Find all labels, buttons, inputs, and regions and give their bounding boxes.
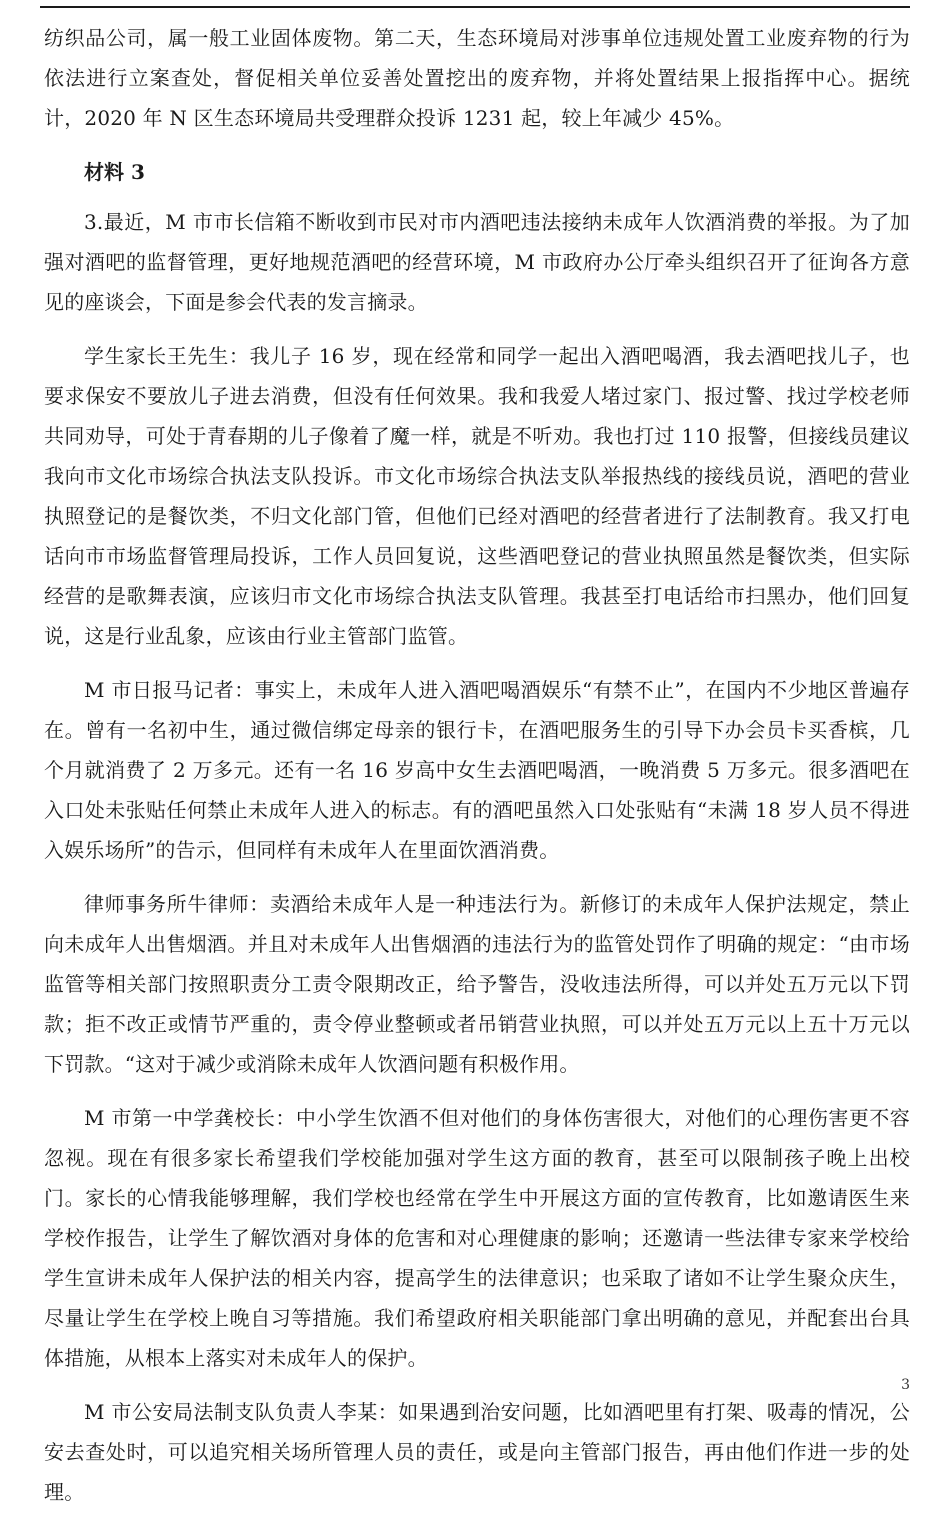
paragraph-intro: 3.最近，M 市市长信箱不断收到市民对市内酒吧违法接纳未成年人饮酒消费的举报。为了加强对酒吧的监督管理，更好地规范酒吧的经营环境，M 市政府办公厅牵头组织召开了征询各方意见的座谈会，下面是参会代表的发言摘录。 [44, 210, 910, 314]
paragraph-lawyer-niu: 律师事务所牛律师：卖酒给未成年人是一种违法行为。新修订的未成年人保护法规定，禁止向未成年人出售烟酒。并且对未成年人出售烟酒的违法行为的监管处罚作了明确的规定：“由市场监管等相关部门按照职责分工责令限期改正，给予警告，没收违法所得，可以并处五万元以下罚款；拒不改正或情节严重的，责令停业整顿或者吊销营业执照，可以并处五万元以上五十万元以下罚款。“这对于减少或消除未成年人饮酒问题有积极作用。 [44, 892, 910, 1076]
paragraph-reporter-ma: M 市日报马记者：事实上，未成年人进入酒吧喝酒娱乐“有禁不止”，在国内不少地区普遍存在。曾有一名初中生，通过微信绑定母亲的银行卡，在酒吧服务生的引导下办会员卡买香槟，几个月就消费了 2 万多元。还有一名 16 岁高中女生去酒吧喝酒，一晚消费 5 万多元。很多酒吧在入口处未张贴任何禁止未成年人进入的标志。有的酒吧虽然入口处张贴有“未满 18 岁人员不得进入娱乐场所”的告示，但同样有未成年人在里面饮酒消费。 [44, 678, 910, 862]
paragraph-parent-wang: 学生家长王先生：我儿子 16 岁，现在经常和同学一起出入酒吧喝酒，我去酒吧找儿子，也要求保安不要放儿子进去消费，但没有任何效果。我和我爱人堵过家门、报过警、找过学校老师共同劝导，可处于青春期的儿子像着了魔一样，就是不听劝。我也打过 110 报警，但接线员建议我向市文化市场综合执法支队投诉。市文化市场综合执法支队举报热线的接线员说，酒吧的营业执照登记的是餐饮类，不归文化部门管，但他们已经对酒吧的经营者进行了法制教育。我又打电话向市市场监督管理局投诉，工作人员回复说，这些酒吧登记的营业执照虽然是餐饮类，但实际经营的是歌舞表演，应该归市文化市场综合执法支队管理。我甚至打电话给市扫黑办，他们回复说，这是行业乱象，应该由行业主管部门监管。 [44, 344, 910, 648]
page-number: 3 [901, 1377, 910, 1393]
paragraph-principal-gong: M 市第一中学龚校长：中小学生饮酒不但对他们的身体伤害很大，对他们的心理伤害更不容忽视。现在有很多家长希望我们学校能加强对学生这方面的教育，甚至可以限制孩子晚上出校门。家长的心情我能够理解，我们学校也经常在学生中开展这方面的宣传教育，比如邀请医生来学校作报告，让学生了解饮酒对身体的危害和对心理健康的影响；还邀请一些法律专家来学校给学生宣讲未成年人保护法的相关内容，提高学生的法律意识；也采取了诸如不让学生聚众庆生，尽量让学生在学校上晚自习等措施。我们希望政府相关职能部门拿出明确的意见，并配套出台具体措施，从根本上落实对未成年人的保护。 [44, 1106, 910, 1370]
paragraph-continuation: 纺织品公司，属一般工业固体废物。第二天，生态环境局对涉事单位违规处置工业废弃物的行为依法进行立案查处，督促相关单位妥善处置挖出的废弃物，并将处置结果上报指挥中心。据统计，2020 年 N 区生态环境局共受理群众投诉 1231 起，较上年减少 45%。 [44, 26, 910, 130]
top-rule [40, 6, 910, 8]
paragraph-police-li: M 市公安局法制支队负责人李某：如果遇到治安问题，比如酒吧里有打架、吸毒的情况，公安去查处时，可以追究相关场所管理人员的责任，或是向主管部门报告，再由他们作进一步的处理。 [44, 1400, 910, 1504]
section-heading: 材料 3 [84, 160, 145, 184]
document-body [44, 18, 910, 1526]
